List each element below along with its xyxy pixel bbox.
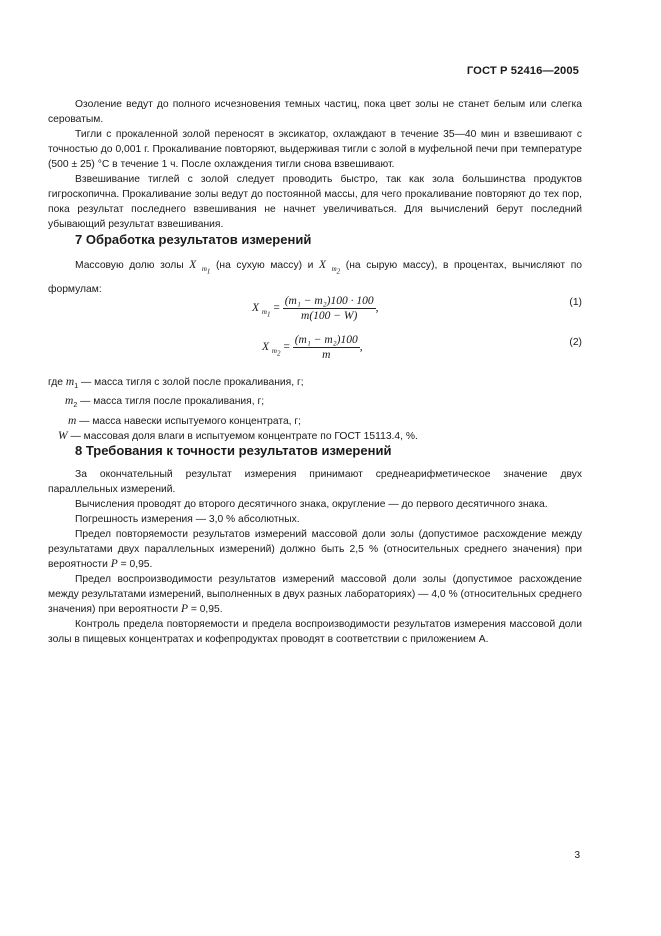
paragraph-rounding: Вычисления проводят до второго десятичного знака, округление — до первого десятичного знака. (75, 499, 548, 510)
formula-2-lhs: X $_{m_2}$ (262, 341, 281, 358)
section-8-heading: 8 Требования к точности результатов измерений (75, 443, 392, 458)
formula-1-lhs: X $_{m_1}$ (252, 302, 271, 319)
section-7-heading: 7 Обработка результатов измерений (75, 232, 312, 247)
paragraph-desiccator: Тигли с прокаленной золой переносят в эксикатор, охлаждают в течение 35—40 мин и взвешивают с точностью до 0,001 г. Прокаливание повторяют, выдерживая тигли с золой в муфельной печи при температуре (500 ± 25) °С в течение 1 ч. После охлаждения тигли снова взвешивают. (48, 129, 582, 170)
intro-paragraph (48, 256, 582, 299)
legend-row: W — массовая доля влаги в испытуемом концентрате по ГОСТ 15113.4, %. (58, 430, 418, 443)
formula-2-fraction (293, 334, 360, 361)
equation-number-1: (1) (569, 297, 582, 308)
top-text-block (48, 97, 582, 232)
intro-text-b: (на сухую массу) и (210, 260, 319, 271)
formula-2-numerator: (m₁ − m₂)100 (294, 334, 358, 346)
page-number: 3 (574, 850, 580, 861)
paragraph-repeatability: Предел повторяемости результатов измерений массовой доли золы (допустимое расхождение между результатами двух параллельных измерений) должно быть 2,5 % (относительных среднего значения) при вероятности P = 0,95. (48, 529, 582, 570)
paragraph-ashing: Озоление ведут до полного исчезновения темных частиц, пока цвет золы не станет белым или слегка сероватым. (48, 99, 582, 125)
section-7-intro (48, 256, 582, 299)
document-header: ГОСТ Р 52416—2005 (466, 65, 579, 77)
symbol-xm2: X $_{m_2}$ (318, 259, 341, 276)
formula-1: X $_{m_1}$ = $\frac{\text{(m₁ − m₂)100 · 100}}{m(100 - W)}$ , (252, 295, 379, 322)
variable-legend (48, 375, 418, 445)
paragraph-weighing: Взвешивание тиглей с золой следует проводить быстро, так как зола большинства продуктов гигроскопична. Прокаливание золы ведут до постоянной массы, для чего прокаливание повторяют до тех пор, пока результат последнего взвешивания не начнет увеличиваться. Для вычислений берут последний убывающий результат взвешивания. (48, 174, 582, 230)
intro-text-c: (на сырую массу), в процентах, вычисляют по формулам: (48, 260, 582, 295)
legend-row: где $m_1$ — масса тигля с золой после прокаливания, г; (48, 376, 304, 391)
symbol-xm1: X $_{m_1}$ (189, 259, 211, 276)
formula-2: X $_{m_2}$ = $\frac{\text{(m₁ − m₂)100}}{m}$ , (262, 334, 363, 361)
formula-2-denominator: m (322, 349, 331, 361)
legend-row: m — масса навески испытуемого концентрата, г; (68, 414, 302, 427)
equation-number-2: (2) (569, 337, 582, 348)
paragraph-reproducibility: Предел воспроизводимости результатов измерений массовой доли золы (допустимое расхождение между результатами измерений, выполненных в двух разных лабораториях) — 4,0 % (относительных среднего значения) при вероятности P = 0,95. (48, 574, 582, 615)
formula-1-denominator: m(100 − W) (301, 310, 358, 322)
section-8-body (48, 467, 582, 647)
paragraph-final-result: За окончательный результат измерения принимают среднеарифметическое значение двух параллельных измерений. (48, 469, 582, 495)
formula-1-fraction (283, 295, 376, 322)
intro-text-a: Массовую долю золы (75, 260, 190, 271)
legend-row: $m_2$ — масса тигля после прокаливания, г; (65, 395, 265, 410)
paragraph-error: Погрешность измерения — 3,0 % абсолютных. (75, 514, 300, 525)
formula-1-numerator: (m₁ − m₂)100 · 100 (284, 295, 374, 307)
paragraph-control: Контроль предела повторяемости и предела воспроизводимости результатов измерения массовой доли золы в пищевых концентратах и кофепродуктах проводят в соответствии с приложением А. (48, 619, 582, 645)
